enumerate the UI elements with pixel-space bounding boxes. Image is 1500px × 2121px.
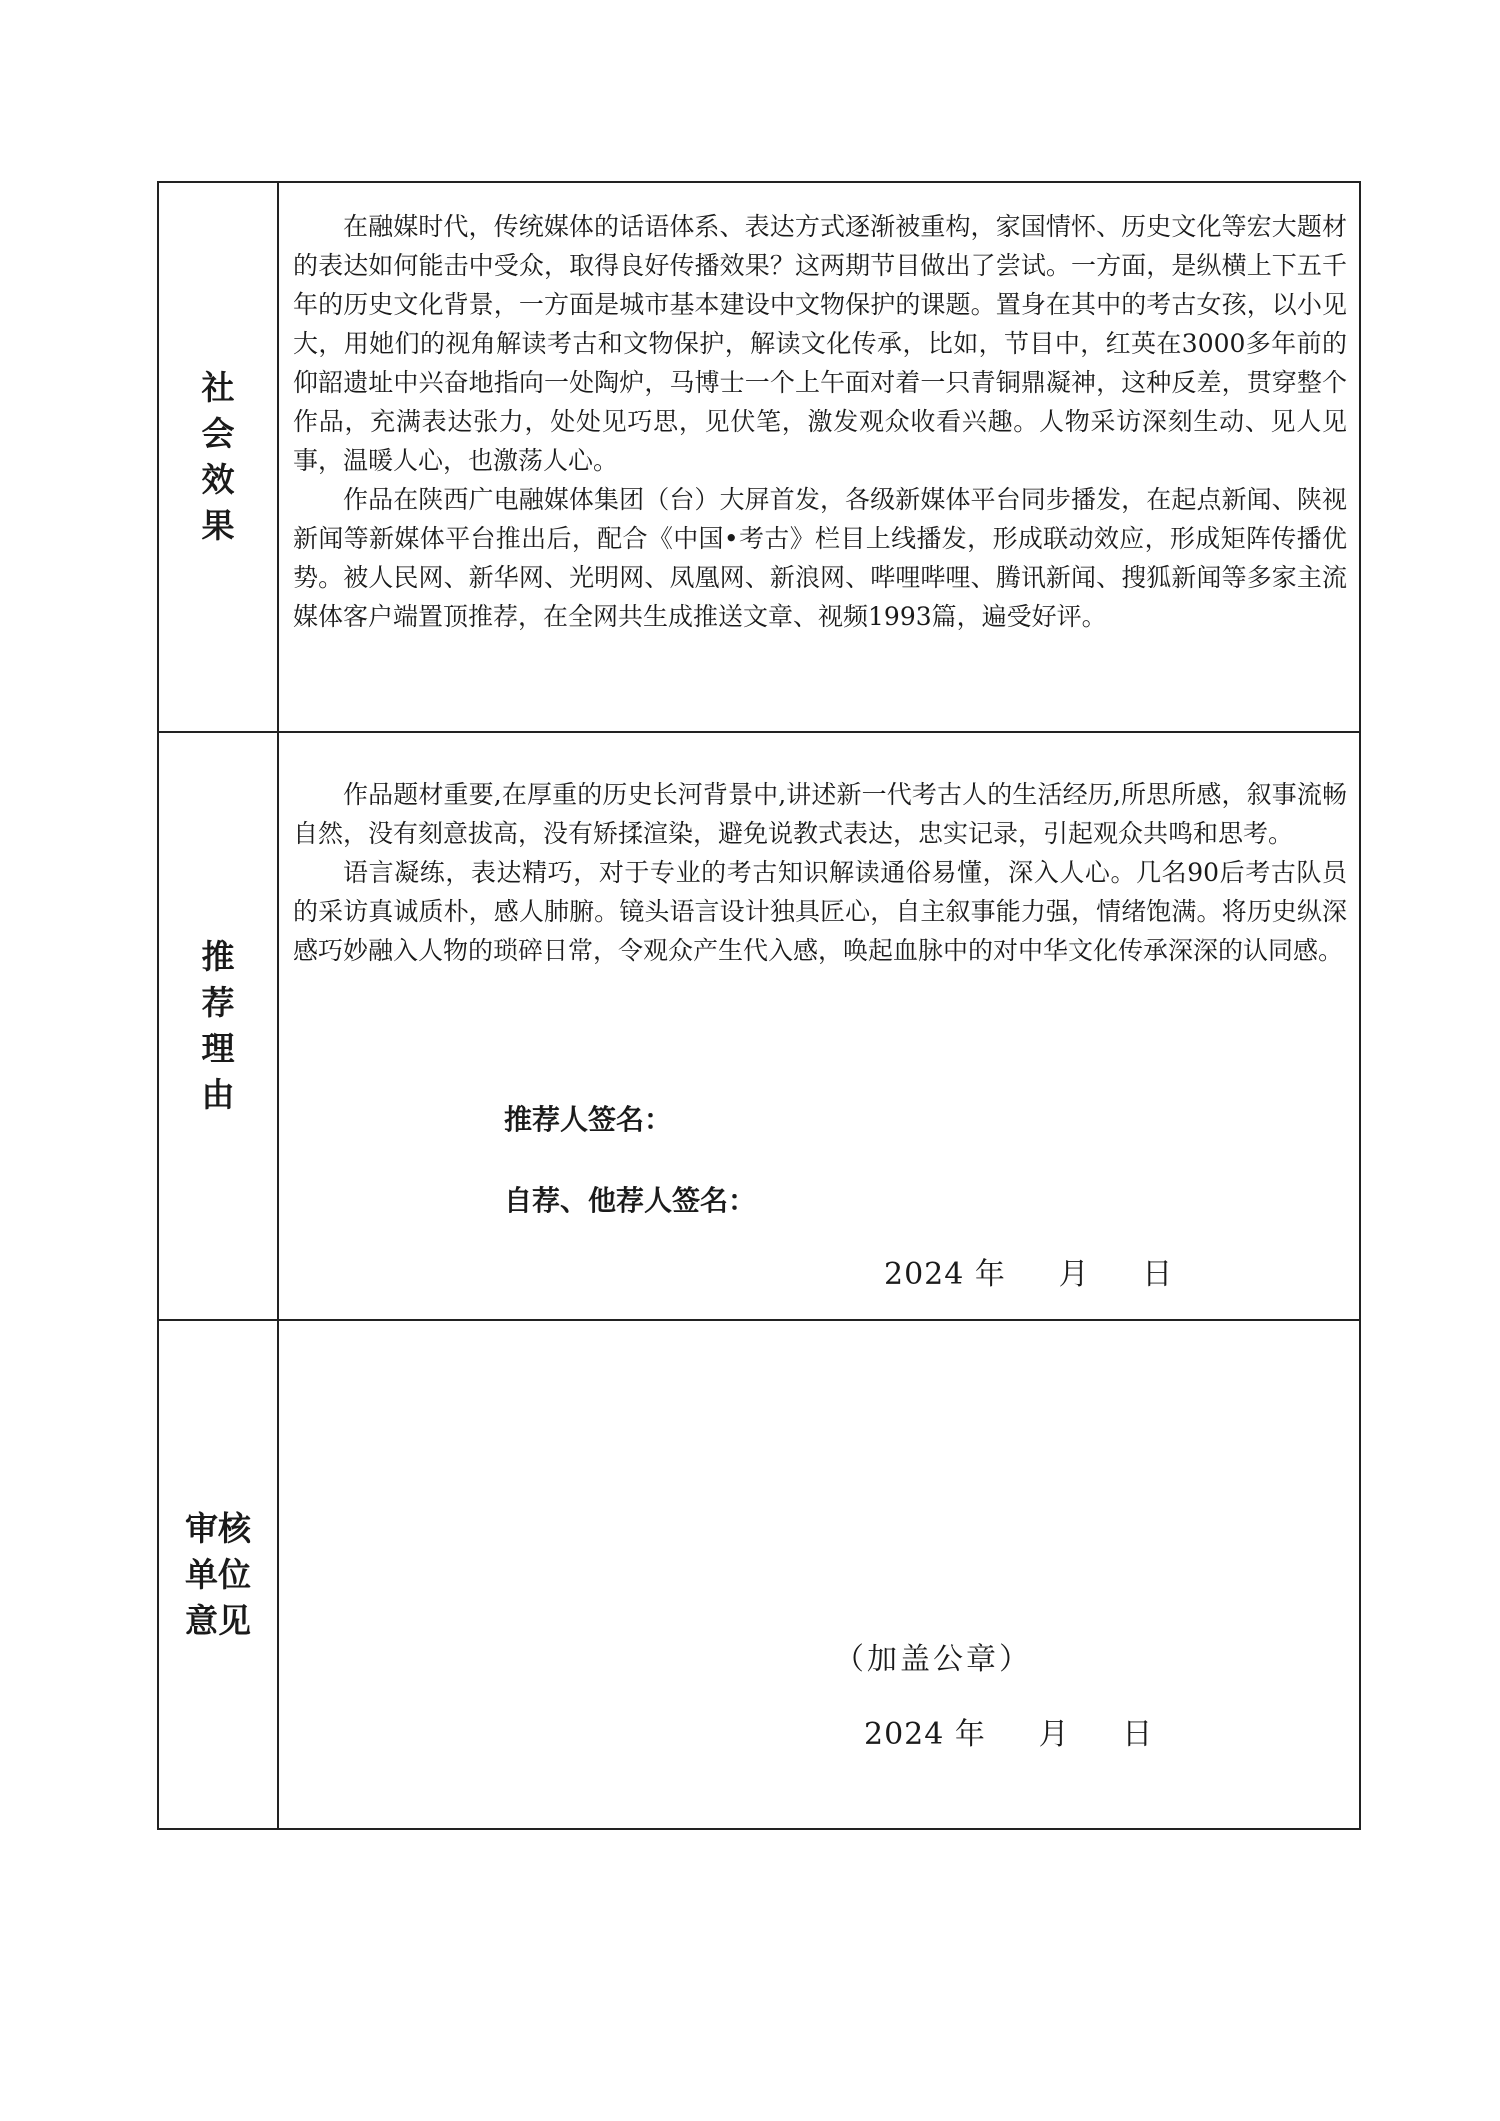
social-effect-paragraph-2: 作品在陕西广电融媒体集团（台）大屏首发，各级新媒体平台同步播发，在起点新闻、陕视新闻等新媒体平台推出后，配合《中国•考古》栏目上线播发，形成联动效应，形成矩阵传播优势。被人民网、新华网、光明网、凤凰网、新浪网、哔哩哔哩、腾讯新闻、搜狐新闻等多家主流媒体客户端置顶推荐，在全网共生成推送文章、视频1993篇，遍受好评。: [293, 485, 1347, 631]
social-effect-label: 社会效果: [201, 368, 235, 545]
review-row: [159, 1319, 1359, 1828]
review-label-cell: [159, 1321, 279, 1828]
self-other-signature-label: 自荐、他荐人签名：: [504, 1184, 757, 1217]
social-effect-paragraph-1: 在融媒时代，传统媒体的话语体系、表达方式逐渐被重构，家国情怀、历史文化等宏大题材的表达如何能击中受众，取得良好传播效果？这两期节目做出了尝试。一方面，是纵横上下五千年的历史文化背景，一方面是城市基本建设中文物保护的课题。置身在其中的考古女孩，以小见大，用她们的视角解读考古和文物保护，解读文化传承，比如，节目中，红英在3000多年前的仰韶遗址中兴奋地指向一处陶炉，马博士一个上午面对着一只青铜鼎凝神，这种反差，贯穿整个作品，充满表达张力，处处见巧思，见伏笔，激发观众收看兴趣。人物采访深刻生动、见人见事，温暖人心，也激荡人心。: [293, 212, 1347, 475]
recommendation-label: 推荐理由: [201, 937, 235, 1114]
official-seal-note: （加盖公章）: [834, 1642, 1032, 1677]
recommendation-paragraph-2: 语言凝练，表达精巧，对于专业的考古知识解读通俗易懂，深入人心。几名90后考古队员的采访真诚质朴，感人肺腑。镜头语言设计独具匠心，自主叙事能力强，情绪饱满。将历史纵深感巧妙融入人物的琐碎日常，令观众产生代入感，唤起血脉中的对中华文化传承深深的认同感。: [293, 858, 1347, 965]
recommendation-content: [279, 733, 1359, 1319]
review-date: 2024 年 月 日: [864, 1717, 1154, 1752]
nomination-form-table: [157, 181, 1361, 1830]
recommendation-label-cell: [159, 733, 279, 1319]
social-effect-row: [159, 183, 1359, 731]
recommendation-row: [159, 731, 1359, 1319]
review-content: [279, 1321, 1359, 1828]
recommendation-date: 2024 年 月 日: [884, 1257, 1174, 1292]
recommender-signature-label: 推荐人签名：: [504, 1103, 673, 1136]
social-effect-label-cell: [159, 183, 279, 731]
social-effect-content: [279, 183, 1359, 731]
recommendation-paragraph-1: 作品题材重要,在厚重的历史长河背景中,讲述新一代考古人的生活经历,所思所感，叙事流畅自然，没有刻意拔高，没有矫揉渲染，避免说教式表达，忠实记录，引起观众共鸣和思考。: [293, 780, 1347, 848]
review-label: 审核单位意见: [185, 1508, 251, 1640]
